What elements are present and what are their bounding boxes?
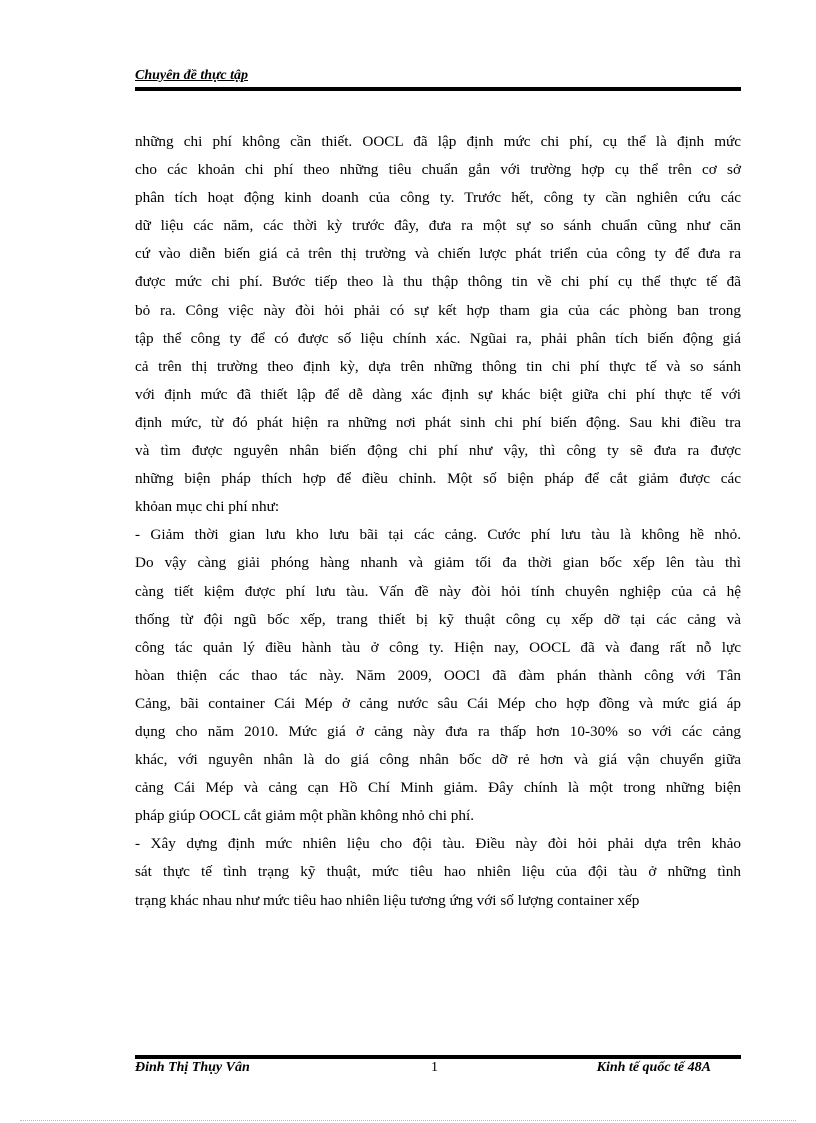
- text-line: - Giảm thời gian lưu kho lưu bãi tại các cảng. Cước phí lưu tàu là không hề nhỏ.: [135, 526, 741, 544]
- page-header: [135, 68, 741, 91]
- page-edge-divider: [20, 1120, 796, 1121]
- text-line: trạng khác nhau như mức tiêu hao nhiên liệu tương ứng với số lượng container xếp: [135, 891, 640, 909]
- text-line: những chi phí không cần thiết. OOCL đã lập định mức chi phí, cụ thể là định mức: [135, 133, 741, 150]
- header-rule: [135, 87, 741, 91]
- text-line: định mức, từ đó phát hiện ra những nơi phát sinh chi phí biến động. Sau khi điều tra: [135, 413, 741, 431]
- page-number: 1: [431, 1060, 438, 1075]
- text-line: thống từ đội ngũ bốc xếp, trang thiết bị kỹ thuật công cụ xếp dỡ tại các cảng và: [135, 610, 741, 628]
- text-line: sát thực tế tình trạng kỹ thuật, mức tiêu hao nhiên liệu của đội tàu ở những tình: [135, 863, 741, 881]
- text-line: khỏan mục chi phí như:: [135, 498, 280, 516]
- text-line: tập thể công ty để có được số liệu chính xác. Ngũai ra, phải phân tích biến động giá: [135, 329, 741, 347]
- text-line: công tác quản lý điều hành tàu ở công ty. Hiện nay, OOCL đã và đang rất nỗ lực: [135, 638, 741, 656]
- text-line: dữ liệu các năm, các thời kỳ trước đây, đưa ra một sự so sánh chuẩn cũng như căn: [135, 217, 741, 235]
- footer-class: Kinh tế quốc tế 48A: [596, 1060, 711, 1075]
- text-line: cả trên thị trường theo định kỳ, dựa trên những thông tin chi phí thực tế và so sánh: [135, 357, 741, 375]
- text-line: bỏ ra. Công việc này đòi hỏi phải có sự kết hợp tham gia của các phòng ban trong: [135, 301, 741, 319]
- text-line: cảng Cái Mép và cảng cạn Hồ Chí Minh giảm. Đây chính là một trong những biện: [135, 779, 741, 797]
- text-line: càng tiết kiệm được phí lưu tàu. Vấn đề này đòi hỏi tính chuyên nghiệp của cả hệ: [135, 582, 741, 600]
- text-line: hòan thiện các thao tác này. Năm 2009, OOCl đã đàm phán thành công với Tân: [135, 666, 741, 684]
- text-line: phân tích hoạt động kinh doanh của công ty. Trước hết, công ty cần nghiên cứu các: [135, 189, 741, 207]
- text-line: Cảng, bãi container Cái Mép ở cảng nước sâu Cái Mép cho hợp đồng và mức giá áp: [135, 694, 741, 712]
- text-line: khác, với nguyên nhân là do giá công nhân bốc dỡ rẻ hơn và giá vận chuyển giữa: [135, 751, 741, 769]
- text-line: cứ vào diễn biến giá cả trên thị trường và chiến lược phát triển của công ty để đưa ra: [135, 245, 741, 263]
- footer-rule: [135, 1055, 741, 1059]
- text-line: với định mức đã thiết lập để dễ dàng xác định sự khác biệt giữa chi phí thực tế với: [135, 385, 741, 403]
- text-line: và tìm được nguyên nhân biến động chi phí như vậy, thì công ty sẽ đưa ra được: [135, 442, 741, 460]
- text-line: được mức chi phí. Bước tiếp theo là thu thập thông tin về chi phí cụ thể thực tế đã: [135, 273, 741, 291]
- body-text: [135, 128, 741, 915]
- text-line: cho các khoản chi phí theo những tiêu chuẩn gắn với trường hợp cụ thể trên cơ sở: [135, 161, 741, 179]
- text-line: dụng cho năm 2010. Mức giá ở cảng này đưa ra thấp hơn 10-30% so với các cảng: [135, 722, 741, 740]
- text-line: Do vậy càng giải phóng hàng nhanh và giảm tối đa thời gian bốc xếp lên tàu thì: [135, 554, 741, 572]
- page-footer: [135, 1060, 741, 1080]
- header-title: Chuyên đề thực tập: [135, 68, 249, 83]
- footer-author: Đinh Thị Thụy Vân: [135, 1060, 250, 1075]
- text-line: pháp giúp OOCL cắt giảm một phần không nhỏ chi phí.: [135, 807, 474, 825]
- text-line: - Xây dựng định mức nhiên liệu cho đội tàu. Điều này đòi hỏi phải dựa trên khảo: [135, 835, 741, 853]
- text-line: những biện pháp thích hợp để điều chỉnh. Một số biện pháp để cắt giảm được các: [135, 470, 741, 488]
